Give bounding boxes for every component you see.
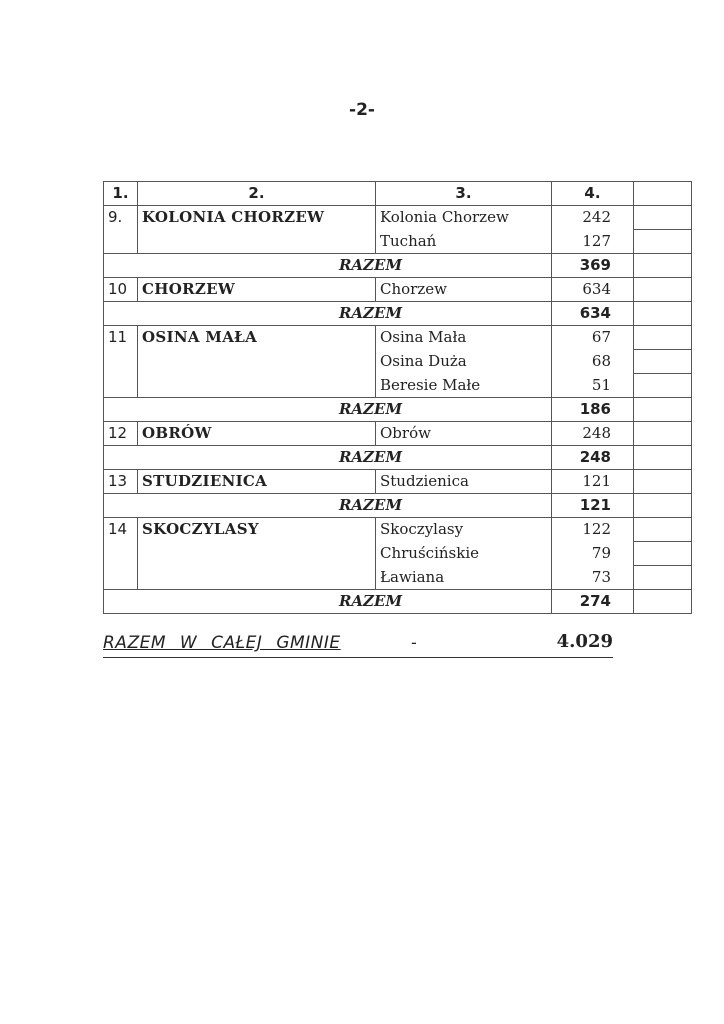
table-row [104, 374, 692, 398]
place-name: Studzienica [376, 470, 552, 494]
blank-col [634, 302, 692, 326]
blank-col [634, 230, 692, 254]
row-number [104, 350, 138, 374]
village-name: KOLONIA CHORZEW [138, 206, 376, 230]
sum-label: RAZEM [104, 302, 552, 326]
blank-col [634, 350, 692, 374]
blank-col [634, 518, 692, 542]
sum-row [104, 398, 692, 422]
sum-value: 248 [552, 446, 634, 470]
header-col-2: 2. [138, 182, 376, 206]
page-number: -2- [349, 100, 375, 120]
blank-col [634, 566, 692, 590]
table-row [104, 326, 692, 350]
voter-count: 68 [552, 350, 634, 374]
place-name: Beresie Małe [376, 374, 552, 398]
voter-count: 67 [552, 326, 634, 350]
table-row [104, 542, 692, 566]
row-number: 12 [104, 422, 138, 446]
blank-col [634, 494, 692, 518]
village-name [138, 566, 376, 590]
blank-col [634, 542, 692, 566]
village-name: CHORZEW [138, 278, 376, 302]
place-name: Osina Mała [376, 326, 552, 350]
village-name [138, 350, 376, 374]
village-name [138, 230, 376, 254]
sum-value: 121 [552, 494, 634, 518]
row-number: 14 [104, 518, 138, 542]
blank-col [634, 422, 692, 446]
place-name: Chruścińskie [376, 542, 552, 566]
header-col-4: 4. [552, 182, 634, 206]
voter-count: 51 [552, 374, 634, 398]
sum-row [104, 254, 692, 278]
grand-total-label: RAZEM W CAŁEJ GMINIE [103, 633, 341, 653]
sum-label: RAZEM [104, 254, 552, 278]
sum-label: RAZEM [104, 590, 552, 614]
village-name: STUDZIENICA [138, 470, 376, 494]
row-number: 9. [104, 206, 138, 230]
header-col-1: 1. [104, 182, 138, 206]
sum-label: RAZEM [104, 494, 552, 518]
blank-col [634, 590, 692, 614]
blank-col [634, 278, 692, 302]
row-number [104, 374, 138, 398]
voters-table [103, 181, 692, 614]
sum-row [104, 494, 692, 518]
row-number: 13 [104, 470, 138, 494]
sum-row [104, 446, 692, 470]
voter-count: 73 [552, 566, 634, 590]
sum-value: 634 [552, 302, 634, 326]
sum-value: 186 [552, 398, 634, 422]
row-number: 11 [104, 326, 138, 350]
blank-col [634, 206, 692, 230]
table-row [104, 350, 692, 374]
place-name: Skoczylasy [376, 518, 552, 542]
blank-col [634, 326, 692, 350]
row-number [104, 230, 138, 254]
place-name: Ławiana [376, 566, 552, 590]
table-row [104, 230, 692, 254]
sum-value: 369 [552, 254, 634, 278]
village-name: OSINA MAŁA [138, 326, 376, 350]
sum-row [104, 302, 692, 326]
grand-total-dash: - [411, 633, 417, 652]
place-name: Osina Duża [376, 350, 552, 374]
table-row [104, 278, 692, 302]
voter-count: 634 [552, 278, 634, 302]
village-name [138, 374, 376, 398]
blank-col [634, 182, 692, 206]
village-name: OBRÓW [138, 422, 376, 446]
blank-col [634, 254, 692, 278]
voter-count: 242 [552, 206, 634, 230]
blank-col [634, 398, 692, 422]
table-row [104, 206, 692, 230]
blank-col [634, 374, 692, 398]
sum-label: RAZEM [104, 398, 552, 422]
voter-count: 79 [552, 542, 634, 566]
table-row [104, 470, 692, 494]
place-name: Chorzew [376, 278, 552, 302]
voter-count: 122 [552, 518, 634, 542]
blank-col [634, 446, 692, 470]
blank-col [634, 470, 692, 494]
grand-total [103, 633, 613, 658]
grand-total-value: 4.029 [556, 631, 613, 652]
row-number [104, 542, 138, 566]
row-number: 10 [104, 278, 138, 302]
village-name: SKOCZYLASY [138, 518, 376, 542]
table-row [104, 518, 692, 542]
voter-count: 127 [552, 230, 634, 254]
table-body [104, 182, 692, 614]
row-number [104, 566, 138, 590]
place-name: Tuchań [376, 230, 552, 254]
table-row [104, 566, 692, 590]
place-name: Kolonia Chorzew [376, 206, 552, 230]
header-row [104, 182, 692, 206]
sum-value: 274 [552, 590, 634, 614]
place-name: Obrów [376, 422, 552, 446]
voter-count: 248 [552, 422, 634, 446]
village-name [138, 542, 376, 566]
sum-label: RAZEM [104, 446, 552, 470]
table-row [104, 422, 692, 446]
sum-row [104, 590, 692, 614]
voter-count: 121 [552, 470, 634, 494]
header-col-3: 3. [376, 182, 552, 206]
